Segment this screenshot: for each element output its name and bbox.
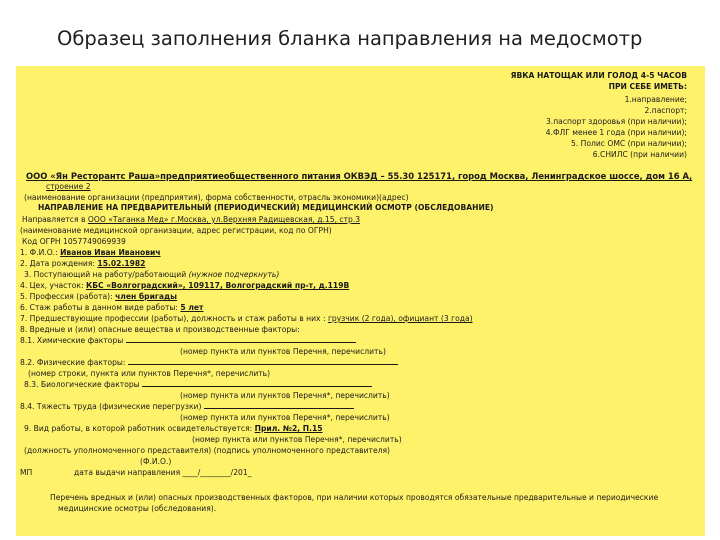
fio-value: Иванов Иван Иванович <box>60 248 161 257</box>
notes-item: 2.паспорт; <box>644 106 687 115</box>
chem-row <box>20 337 356 345</box>
labor-caption: (номер пункта или пунктов Перечня*, перечислить) <box>180 413 390 422</box>
footnote-line-1: Перечень вредных и (или) опасных производственных факторов, при наличии которых проводятся обязательные предварительные и периодические <box>50 493 659 502</box>
ogrn-code: Код ОГРН 1057749069939 <box>22 237 126 246</box>
dob-label: 2. Дата рождения: <box>20 259 95 268</box>
shop-value: КБС «Волгоградский», 109117, Волгоградский пр-т, д.119В <box>86 281 350 290</box>
phys-caption: (номер строки, пункта или пунктов Перечня*, перечислить) <box>28 369 271 378</box>
chem-blank <box>126 342 356 343</box>
position-row <box>24 271 279 279</box>
position-label: 3. Поступающий на работу/работающий <box>24 270 187 279</box>
footnote-line-2: медицинские осмотры (обследования). <box>58 504 217 513</box>
previous-work-row <box>20 315 473 323</box>
bio-blank <box>142 386 372 387</box>
notes-heading-fasting: ЯВКА НАТОЩАК ИЛИ ГОЛОД 4-5 ЧАСОВ <box>510 71 687 80</box>
issue-date: дата выдачи направления ____/________/201_ <box>74 468 252 477</box>
profession-value: член бригады <box>115 292 178 301</box>
form-sheet <box>16 66 705 536</box>
previous-work-value: грузчик (2 года), официант (3 года) <box>327 314 473 323</box>
directed-prefix: Направляется в <box>22 215 86 224</box>
chem-caption: (номер пункта или пунктов Перечня, перечислить) <box>180 347 386 356</box>
profession-label: 5. Профессия (работа): <box>20 292 113 301</box>
phys-label: 8.2. Физические факторы: <box>20 358 126 367</box>
stamp-place: МП <box>20 468 33 477</box>
directed-value: ООО «Таганка Мед» г.Москва, ул.Верхняя Радищевская, д.15, стр.3 <box>87 215 361 224</box>
chem-label: 8.1. Химические факторы <box>20 336 124 345</box>
employer-line-2: строение 2 <box>46 182 91 191</box>
notes-item: 3.паспорт здоровья (при наличии); <box>545 117 687 126</box>
hazards-label: 8. Вредные и (или) опасные вещества и производственные факторы: <box>20 325 300 334</box>
page-title: Образец заполнения бланка направления на медосмотр <box>57 27 643 50</box>
form-heading: НАПРАВЛЕНИЕ НА ПРЕДВАРИТЕЛЬНЫЙ (ПЕРИОДИЧЕСКИЙ) МЕДИЦИНСКИЙ ОСМОТР (ОБСЛЕДОВАНИЕ) <box>38 203 494 212</box>
work-type-value: Прил. №2, П.15 <box>254 424 323 433</box>
signature-caption: (должность уполномоченного представителя) (подпись уполномоченного представителя) <box>24 446 391 455</box>
fio-label: 1. Ф.И.О.: <box>20 248 58 257</box>
experience-value: 5 лет <box>180 303 204 312</box>
labor-row <box>20 403 354 411</box>
fio-row <box>20 249 161 257</box>
directed-caption: (наименование медицинской организации, адрес регистрации, код по ОГРН) <box>20 226 332 235</box>
employer-caption: (наименование организации (предприятия), форма собственности, отрасль экономики)(адрес) <box>24 193 409 202</box>
work-type-caption: (номер пункта или пунктов Перечня*, перечислить) <box>192 435 402 444</box>
experience-row <box>20 304 203 312</box>
position-hint: (нужное подчеркнуть) <box>188 270 280 279</box>
notes-item: 4.ФЛГ менее 1 года (при наличии); <box>545 128 687 137</box>
dob-value: 15.02.1982 <box>97 259 146 268</box>
profession-row <box>20 293 177 301</box>
shop-label: 4. Цех, участок: <box>20 281 84 290</box>
notes-heading-bring: ПРИ СЕБЕ ИМЕТЬ: <box>608 82 687 91</box>
notes-item: 5. Полис ОМС (при наличии); <box>570 139 687 148</box>
employer-line: ООО «Ян Ресторантс Раша»предприятиеобщественного питания ОКВЭД – 55.30 125171, город Москва, Ленинградское шоссе, дом 16 А, <box>26 171 693 181</box>
signatory-fio-caption: (Ф.И.О.) <box>140 457 172 466</box>
work-type-row <box>24 425 323 433</box>
labor-label: 8.4. Тяжесть труда (физические перегрузки) <box>20 402 202 411</box>
notes-item: 1.направление; <box>624 95 687 104</box>
experience-label: 6. Стаж работы в данном виде работы: <box>20 303 178 312</box>
phys-row <box>20 359 398 367</box>
phys-blank <box>128 364 398 365</box>
directed-line <box>22 216 390 224</box>
bio-label: 8.3. Биологические факторы <box>24 380 140 389</box>
previous-work-label: 7. Предшествующие профессии (работы), должность и стаж работы в них : <box>20 314 326 323</box>
work-type-label: 9. Вид работы, в которой работник освидетельствуется: <box>24 424 253 433</box>
notes-item: 6.СНИЛС (при наличии) <box>592 150 687 159</box>
bio-row <box>24 381 372 389</box>
bio-caption: (номер пункта или пунктов Перечня*, перечислить) <box>180 391 390 400</box>
labor-blank <box>204 408 354 409</box>
dob-row <box>20 260 145 268</box>
shop-row <box>20 282 349 290</box>
